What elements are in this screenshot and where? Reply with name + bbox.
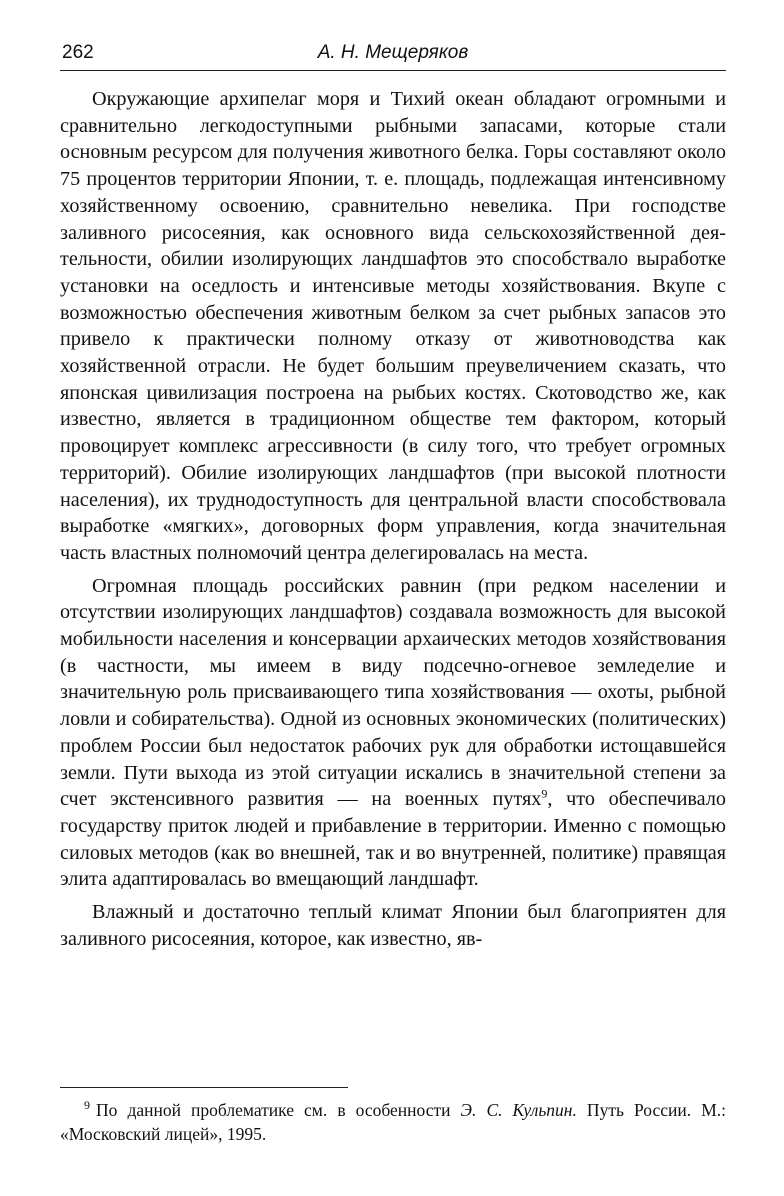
footnote-author: Э. С. Кульпин.	[460, 1100, 577, 1120]
paragraph-3-text: Влажный и достаточно теплый климат Японии был благоприятен для заливного рисосеяния, которое, как известно, яв-	[60, 901, 726, 950]
paragraph-3	[60, 899, 726, 952]
paragraph-2	[60, 573, 726, 893]
paragraph-1-text: Окружающие архипелаг моря и Тихий океан обладают огромными и сравнительно легкодоступными рыбными запасами, которые стали основным ресурсом для получения животного белка. Горы составляют около 75 процентов территории Японии, т. е. площадь, подлежащая интенсивному хозяйственному освоению, сравнительно невелика. При господстве заливного рисосеяния, как основного вида сельскохозяйственной деятельности, обилии изолирующих ландшафтов это способствало выработке установки на оседлость и интенсивые методы хозяйствования. Вкупе с возможностью обеспечения животным белком за счет рыбных запасов это привело к практически полному отказу от животноводства как хозяйственной отрасли. Не будет большим преувеличением сказать, что японская цивилизация построена на рыбьих костях. Скотоводство же, как известно, является в традиционном обществе тем фактором, который провоцирует комплекс агрессивности (в силу того, что требует огромных территорий). Обилие изолирующих ландшафтов (при высокой плотности населения), их труднодоступность для центральной власти способствовала выработке «мягких», договорных форм управления, когда значительная часть властных полномочий центра делегировалась на места.	[60, 88, 726, 564]
page-header	[60, 40, 726, 71]
footnote-divider	[60, 1087, 348, 1088]
body-text	[60, 86, 726, 959]
paragraph-2-text: Огромная площадь российских равнин (при редком населении и отсутствии изолирующих ландшафтов) создавала возможность для высокой мобильности населения и консервации архаических методов хозяйствования (в частности, мы имеем в виду подсечно-огневое земледелие и значительную роль присваивающего типа хозяйствования — охоты, рыбной ловли и собирательства). Одной из основных экономических (политических) проблем России был недостаток рабочих рук для обработки истощавшейся земли. Пути выхода из этой ситуации искались в значительной степени за счет экстенсивного развития — на военных путях	[60, 574, 726, 811]
footnote-text: По данной проблематике см. в особенности	[96, 1100, 461, 1120]
running-head: А. Н. Мещеряков	[317, 42, 469, 63]
paragraph-2-text-continued: , что обеспечивало государству приток людей и прибавление в территории. Именно с помощью силовых методов (как во внешней, так и во внутренней, политике) правящая элита адаптировалась во вмещающий ландшафт.	[60, 788, 726, 891]
footnote-marker: 9	[84, 1098, 90, 1113]
footnote-reference[interactable]: 9	[541, 786, 548, 801]
paragraph-1	[60, 86, 726, 567]
footnote-source: Путь России. М.: «Московский лицей», 1995.	[60, 1100, 726, 1144]
footnote	[60, 1098, 726, 1146]
page-number: 262	[62, 42, 94, 63]
